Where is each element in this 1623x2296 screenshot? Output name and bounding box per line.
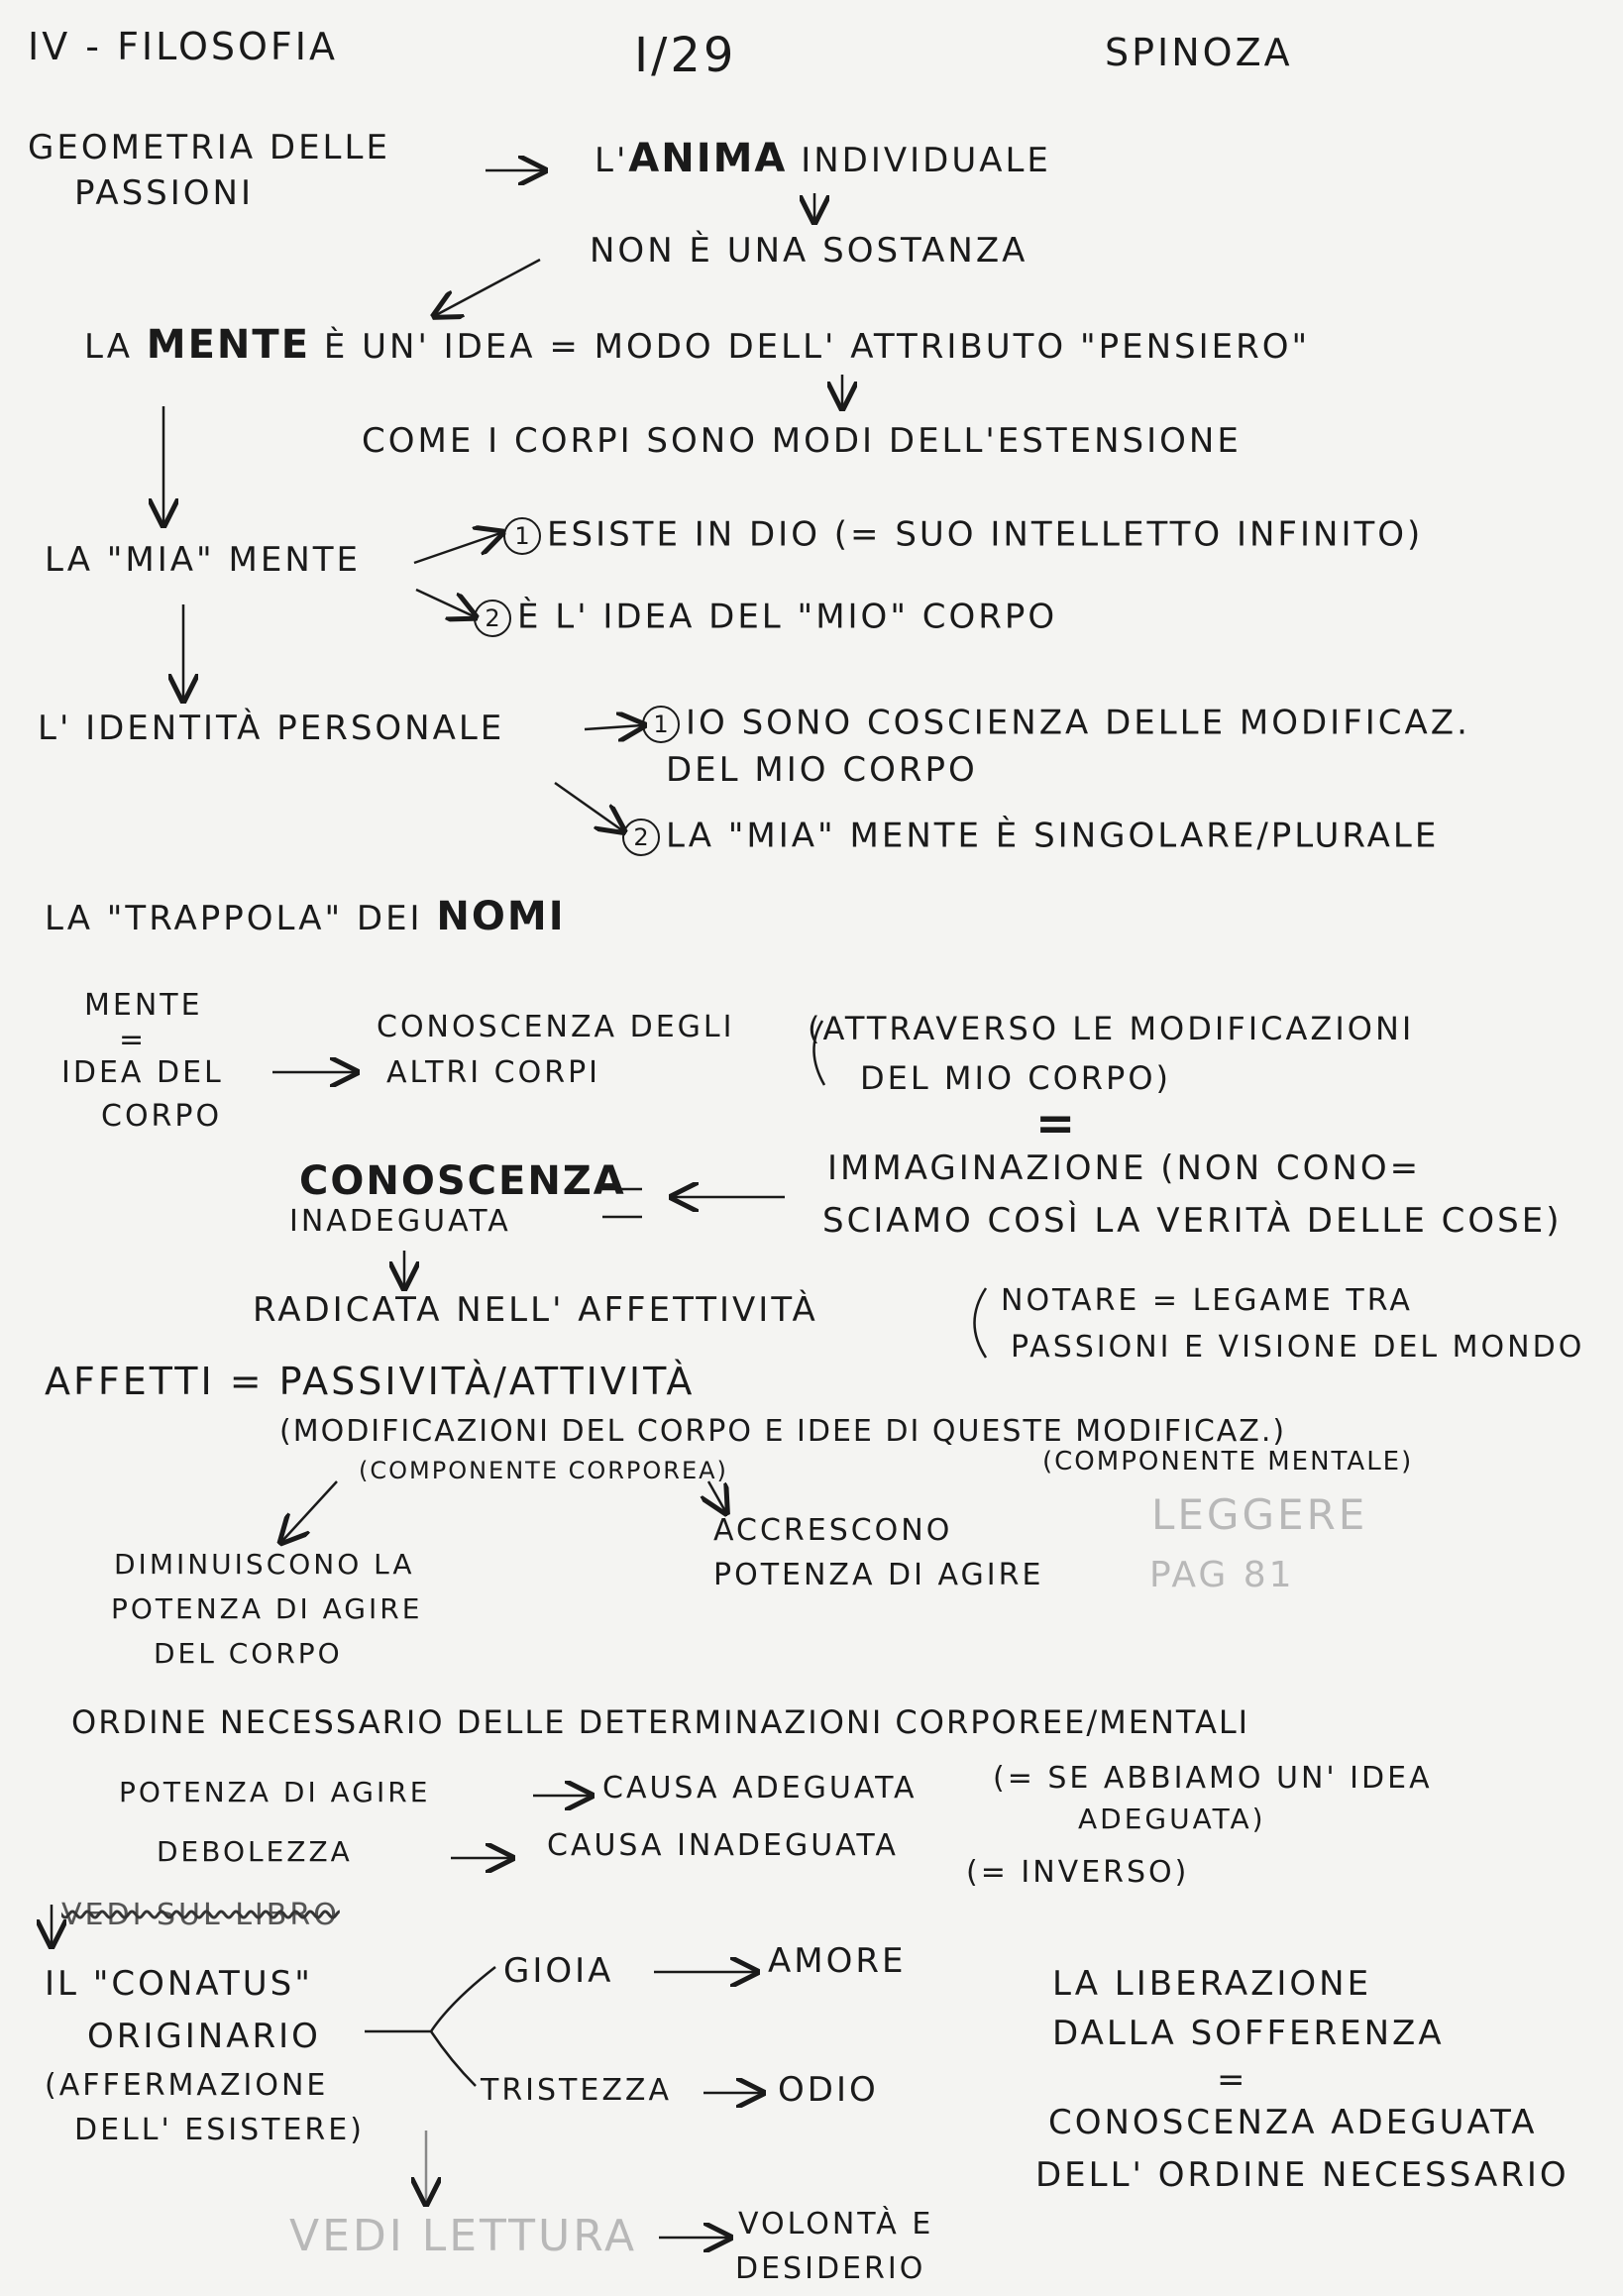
arrow-identita-2 xyxy=(555,783,622,830)
note-se-abbiamo-2: ADEGUATA) xyxy=(1078,1803,1266,1835)
note-immaginazione-1: IMMAGINAZIONE (NON CONO= xyxy=(827,1148,1422,1188)
arrow-mia-2 xyxy=(416,590,474,616)
note-liberazione-4: DELL' ORDINE NECESSARIO xyxy=(1035,2155,1569,2195)
arrow-modific-acc xyxy=(708,1481,725,1511)
note-causa-adeguata: CAUSA ADEGUATA xyxy=(602,1771,918,1805)
note-amore: AMORE xyxy=(768,1941,907,1981)
note-conatus-4: DELL' ESISTERE) xyxy=(74,2113,365,2147)
number-2-circle: 2 xyxy=(474,600,511,637)
note-coscienza-2: DEL MIO CORPO xyxy=(666,750,978,790)
note-conatus-2: ORIGINARIO xyxy=(87,2017,321,2056)
note-inverso: (= INVERSO) xyxy=(966,1855,1190,1890)
note-conatus-3: (AFFERMAZIONE xyxy=(45,2068,329,2103)
brace-notare xyxy=(975,1288,987,1358)
brace-attraverso xyxy=(813,1021,824,1085)
singolare-text: LA "MIA" MENTE È SINGOLARE/PLURALE xyxy=(666,816,1440,856)
nomi-bold: NOMI xyxy=(436,894,566,939)
note-causa-inadeguata: CAUSA INADEGUATA xyxy=(547,1828,899,1863)
la-label: LA xyxy=(84,327,133,367)
note-accrescono-1: ACCRESCONO xyxy=(713,1513,953,1548)
esiste-dio-text: ESISTE IN DIO (= SUO INTELLETTO INFINITO) xyxy=(547,514,1424,555)
page-number: I/29 xyxy=(634,28,737,83)
note-mente-small: MENTE xyxy=(84,988,203,1023)
anima-prefix: L' xyxy=(595,141,629,180)
note-leggere-2: PAG 81 xyxy=(1149,1555,1295,1595)
arrow-identita-1 xyxy=(585,725,642,729)
note-altri-corpi: ALTRI CORPI xyxy=(386,1055,601,1090)
note-liberazione-2: DALLA SOFFERENZA xyxy=(1052,2014,1445,2053)
subject-heading: IV - FILOSOFIA xyxy=(28,25,338,68)
note-potenza: POTENZA DI AGIRE xyxy=(119,1776,431,1808)
note-attraverso-1: (ATTRAVERSO LE MODIFICAZIONI xyxy=(808,1010,1415,1047)
note-diminuiscono-1: DIMINUISCONO LA xyxy=(114,1548,415,1581)
note-notare-2: PASSIONI E VISIONE DEL MONDO xyxy=(1011,1330,1585,1365)
note-liberazione-eq: = xyxy=(1217,2060,1248,2100)
note-radicata: RADICATA NELL' AFFETTIVITÀ xyxy=(253,1290,818,1330)
note-idea-del: IDEA DEL xyxy=(61,1055,224,1090)
idea-corpo-text: È L' IDEA DEL "MIO" CORPO xyxy=(517,597,1058,637)
note-modificazioni: (MODIFICAZIONI DEL CORPO E IDEE DI QUESTE MODIFICAZ.) xyxy=(279,1414,1287,1449)
arrow-mia-1 xyxy=(414,533,500,563)
number-1-circle-b: 1 xyxy=(642,706,680,743)
note-conoscenza-degli: CONOSCENZA DEGLI xyxy=(377,1010,735,1044)
note-geometria-1: GEOMETRIA DELLE xyxy=(28,128,390,167)
note-liberazione-1: LA LIBERAZIONE xyxy=(1052,1964,1372,2004)
note-accrescono-2: POTENZA DI AGIRE xyxy=(713,1558,1044,1592)
note-debolezza: DEBOLEZZA xyxy=(157,1835,353,1868)
note-notare-1: NOTARE = LEGAME TRA xyxy=(1001,1283,1413,1318)
anima-bold: ANIMA xyxy=(628,136,788,181)
note-geometria-2: PASSIONI xyxy=(74,173,255,213)
note-conatus-1: IL "CONATUS" xyxy=(45,1964,313,2004)
coscienza-text-1: IO SONO COSCIENZA DELLE MODIFICAZ. xyxy=(686,703,1470,743)
note-leggere-1: LEGGERE xyxy=(1151,1490,1368,1539)
note-vedi-lettura: VEDI LETTURA xyxy=(289,2211,638,2261)
arrow-modific-dim xyxy=(282,1481,337,1541)
note-se-abbiamo-1: (= SE ABBIAMO UN' IDEA xyxy=(993,1761,1433,1796)
note-ordine: ORDINE NECESSARIO DELLE DETERMINAZIONI CORPOREE/MENTALI xyxy=(71,1703,1250,1741)
note-conoscenza-bold: CONOSCENZA xyxy=(299,1158,626,1204)
note-big-equals: = xyxy=(1035,1096,1079,1151)
topic-heading: SPINOZA xyxy=(1105,31,1293,74)
anima-suffix: INDIVIDUALE xyxy=(801,141,1051,180)
note-comp-mentale: (COMPONENTE MENTALE) xyxy=(1042,1447,1414,1476)
note-crossed-out: VEDI SUL LIBRO xyxy=(61,1898,340,1932)
arrow-sostanza-mente xyxy=(436,260,540,315)
note-volonta-2: DESIDERIO xyxy=(735,2251,926,2286)
number-1-circle: 1 xyxy=(503,517,541,555)
note-inadeguata: INADEGUATA xyxy=(289,1204,511,1239)
note-non-sostanza: NON È UNA SOSTANZA xyxy=(590,231,1028,271)
note-comp-corporea: (COMPONENTE CORPOREA) xyxy=(359,1457,728,1484)
trappola-text: LA "TRAPPOLA" DEI xyxy=(45,899,423,938)
number-2-circle-b: 2 xyxy=(622,819,660,856)
note-diminuiscono-3: DEL CORPO xyxy=(154,1637,343,1670)
note-attraverso-2: DEL MIO CORPO) xyxy=(860,1059,1171,1097)
note-mia-mente: LA "MIA" MENTE xyxy=(45,540,361,580)
note-identita: L' IDENTITÀ PERSONALE xyxy=(38,709,505,748)
mente-bold: MENTE xyxy=(146,322,311,368)
note-gioia: GIOIA xyxy=(503,1951,614,1991)
note-odio: ODIO xyxy=(778,2070,879,2110)
note-volonta-1: VOLONTÀ E xyxy=(738,2207,934,2241)
note-corpo: CORPO xyxy=(101,1099,223,1134)
mente-rest: È UN' IDEA = MODO DELL' ATTRIBUTO "PENSIERO" xyxy=(323,327,1311,367)
note-eq-small: = xyxy=(119,1023,148,1057)
note-liberazione-3: CONOSCENZA ADEGUATA xyxy=(1048,2103,1538,2142)
note-affetti: AFFETTI = PASSIVITÀ/ATTIVITÀ xyxy=(45,1360,696,1403)
fork-conatus xyxy=(365,1967,495,2086)
note-tristezza: TRISTEZZA xyxy=(481,2073,672,2108)
note-immaginazione-2: SCIAMO COSÌ LA VERITÀ DELLE COSE) xyxy=(822,1201,1563,1241)
note-come-corpi: COME I CORPI SONO MODI DELL'ESTENSIONE xyxy=(362,421,1242,461)
note-diminuiscono-2: POTENZA DI AGIRE xyxy=(111,1592,423,1625)
